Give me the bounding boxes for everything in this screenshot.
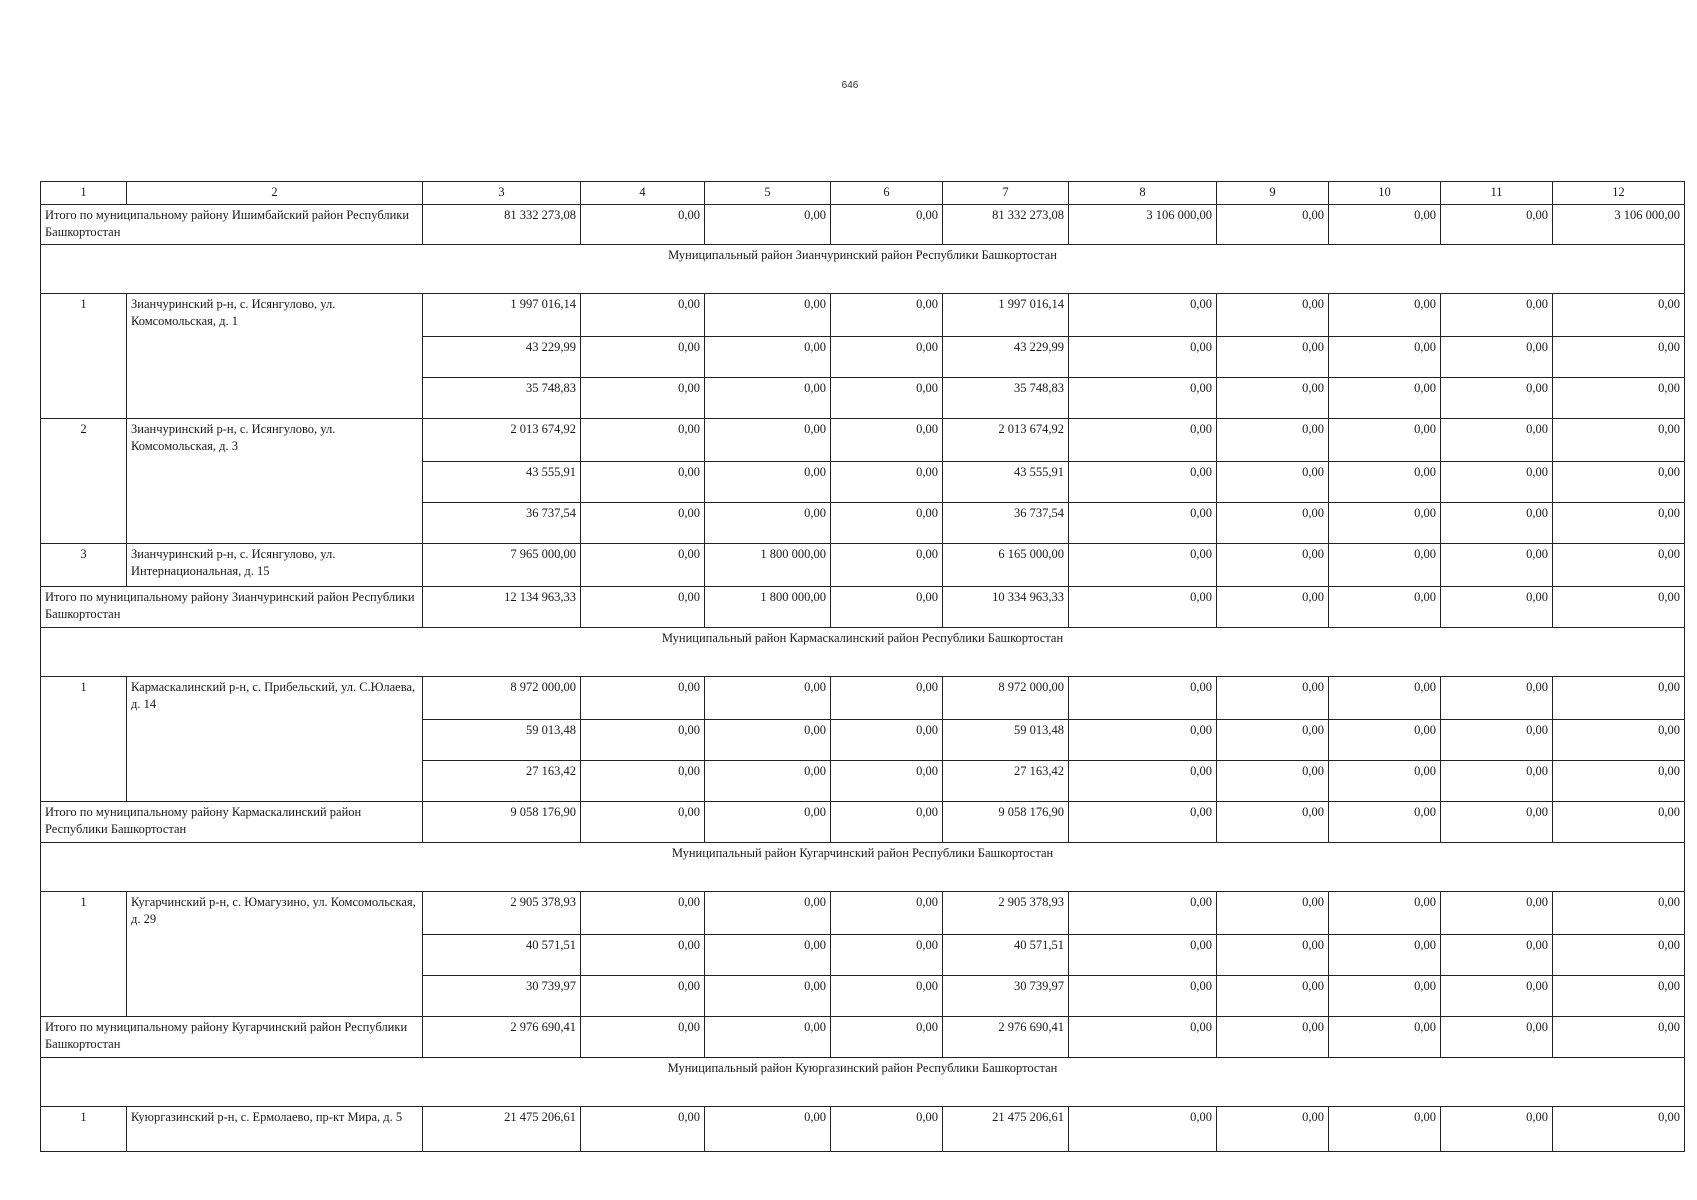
column-header: 5 — [705, 182, 831, 205]
value-cell: 0,00 — [1069, 1107, 1217, 1152]
value-cell: 0,00 — [1069, 462, 1217, 503]
item-address: Кугарчинский р-н, с. Юмагузино, ул. Комсомольская, д. 29 — [127, 892, 423, 1017]
value-cell: 0,00 — [705, 761, 831, 802]
value-cell: 0,00 — [1217, 419, 1329, 462]
item-address: Зианчуринский р-н, с. Исянгулово, ул. Интернациональная, д. 15 — [127, 544, 423, 587]
total-value: 0,00 — [1441, 1017, 1553, 1058]
table-row — [41, 419, 1685, 462]
value-cell: 0,00 — [1329, 720, 1441, 761]
total-label: Итого по муниципальному району Ишимбайский район Республики Башкортостан — [41, 205, 423, 245]
column-header: 8 — [1069, 182, 1217, 205]
total-value: 0,00 — [1069, 802, 1217, 843]
value-cell: 0,00 — [1069, 976, 1217, 1017]
value-cell: 0,00 — [1217, 462, 1329, 503]
value-cell: 0,00 — [831, 337, 943, 378]
column-header: 11 — [1441, 182, 1553, 205]
total-value: 0,00 — [581, 1017, 705, 1058]
total-value: 81 332 273,08 — [943, 205, 1069, 245]
value-cell: 0,00 — [1553, 892, 1685, 935]
item-number: 1 — [41, 1107, 127, 1152]
total-row — [41, 587, 1685, 628]
value-cell: 0,00 — [1069, 294, 1217, 337]
value-cell: 0,00 — [1329, 337, 1441, 378]
total-value: 0,00 — [1441, 802, 1553, 843]
value-cell: 0,00 — [705, 378, 831, 419]
value-cell: 0,00 — [581, 337, 705, 378]
value-cell: 0,00 — [1069, 935, 1217, 976]
value-cell: 0,00 — [581, 677, 705, 720]
value-cell: 0,00 — [1441, 935, 1553, 976]
table-body — [41, 182, 1685, 1152]
value-cell: 0,00 — [831, 761, 943, 802]
value-cell: 0,00 — [1553, 503, 1685, 544]
value-cell: 0,00 — [705, 503, 831, 544]
total-row — [41, 205, 1685, 245]
table-row — [41, 544, 1685, 587]
value-cell: 0,00 — [1329, 935, 1441, 976]
value-cell: 0,00 — [1217, 720, 1329, 761]
value-cell: 43 555,91 — [423, 462, 581, 503]
total-row — [41, 802, 1685, 843]
total-value: 0,00 — [1329, 1017, 1441, 1058]
value-cell: 43 229,99 — [423, 337, 581, 378]
value-cell: 36 737,54 — [423, 503, 581, 544]
table-row — [41, 1107, 1685, 1152]
value-cell: 0,00 — [581, 544, 705, 587]
value-cell: 0,00 — [831, 503, 943, 544]
total-label: Итого по муниципальному району Кугарчинский район Республики Башкортостан — [41, 1017, 423, 1058]
value-cell: 0,00 — [1217, 337, 1329, 378]
column-header: 10 — [1329, 182, 1441, 205]
value-cell: 0,00 — [831, 677, 943, 720]
total-value: 10 334 963,33 — [943, 587, 1069, 628]
value-cell: 0,00 — [1217, 677, 1329, 720]
value-cell: 0,00 — [1069, 337, 1217, 378]
total-value: 0,00 — [705, 802, 831, 843]
value-cell: 0,00 — [581, 294, 705, 337]
value-cell: 0,00 — [705, 892, 831, 935]
total-value: 0,00 — [1329, 205, 1441, 245]
value-cell: 0,00 — [1553, 935, 1685, 976]
value-cell: 0,00 — [1329, 677, 1441, 720]
total-value: 0,00 — [581, 205, 705, 245]
value-cell: 0,00 — [1441, 677, 1553, 720]
section-title: Муниципальный район Зианчуринский район Республики Башкортостан — [41, 245, 1685, 294]
value-cell: 0,00 — [1217, 294, 1329, 337]
value-cell: 0,00 — [1329, 761, 1441, 802]
value-cell: 30 739,97 — [943, 976, 1069, 1017]
total-value: 0,00 — [705, 205, 831, 245]
value-cell: 2 013 674,92 — [943, 419, 1069, 462]
value-cell: 2 905 378,93 — [943, 892, 1069, 935]
budget-table — [40, 181, 1685, 1152]
total-value: 0,00 — [1553, 802, 1685, 843]
value-cell: 0,00 — [1553, 544, 1685, 587]
total-value: 2 976 690,41 — [943, 1017, 1069, 1058]
total-row — [41, 1017, 1685, 1058]
value-cell: 0,00 — [831, 462, 943, 503]
section-title: Муниципальный район Куюргазинский район Республики Башкортостан — [41, 1058, 1685, 1107]
value-cell: 0,00 — [1329, 462, 1441, 503]
value-cell: 0,00 — [1217, 976, 1329, 1017]
value-cell: 0,00 — [581, 419, 705, 462]
column-header: 2 — [127, 182, 423, 205]
value-cell: 0,00 — [1217, 1107, 1329, 1152]
value-cell: 59 013,48 — [943, 720, 1069, 761]
value-cell: 0,00 — [1553, 419, 1685, 462]
value-cell: 43 229,99 — [943, 337, 1069, 378]
total-value: 0,00 — [1329, 802, 1441, 843]
value-cell: 21 475 206,61 — [943, 1107, 1069, 1152]
value-cell: 0,00 — [1069, 503, 1217, 544]
value-cell: 40 571,51 — [423, 935, 581, 976]
total-value: 1 800 000,00 — [705, 587, 831, 628]
value-cell: 0,00 — [831, 720, 943, 761]
value-cell: 1 800 000,00 — [705, 544, 831, 587]
total-value: 0,00 — [1217, 802, 1329, 843]
value-cell: 21 475 206,61 — [423, 1107, 581, 1152]
value-cell: 0,00 — [581, 892, 705, 935]
value-cell: 1 997 016,14 — [943, 294, 1069, 337]
value-cell: 0,00 — [1553, 378, 1685, 419]
column-header: 6 — [831, 182, 943, 205]
value-cell: 0,00 — [705, 677, 831, 720]
value-cell: 0,00 — [1329, 378, 1441, 419]
value-cell: 0,00 — [1441, 1107, 1553, 1152]
total-label: Итого по муниципальному району Зианчуринский район Республики Башкортостан — [41, 587, 423, 628]
value-cell: 0,00 — [831, 378, 943, 419]
column-header-row — [41, 182, 1685, 205]
total-value: 0,00 — [831, 1017, 943, 1058]
value-cell: 0,00 — [1553, 720, 1685, 761]
value-cell: 2 905 378,93 — [423, 892, 581, 935]
item-address: Зианчуринский р-н, с. Исянгулово, ул. Комсомольская, д. 3 — [127, 419, 423, 544]
item-address: Кармаскалинский р-н, с. Прибельский, ул. С.Юлаева, д. 14 — [127, 677, 423, 802]
value-cell: 0,00 — [1217, 544, 1329, 587]
total-value: 0,00 — [1217, 587, 1329, 628]
total-value: 0,00 — [831, 587, 943, 628]
item-address: Куюргазинский р-н, с. Ермолаево, пр-кт Мира, д. 5 — [127, 1107, 423, 1152]
value-cell: 0,00 — [1329, 976, 1441, 1017]
value-cell: 0,00 — [1329, 294, 1441, 337]
column-header: 3 — [423, 182, 581, 205]
value-cell: 0,00 — [581, 976, 705, 1017]
value-cell: 0,00 — [1069, 892, 1217, 935]
value-cell: 0,00 — [1329, 419, 1441, 462]
column-header: 7 — [943, 182, 1069, 205]
value-cell: 0,00 — [1329, 544, 1441, 587]
value-cell: 0,00 — [581, 935, 705, 976]
table-row — [41, 294, 1685, 337]
value-cell: 0,00 — [1069, 761, 1217, 802]
value-cell: 43 555,91 — [943, 462, 1069, 503]
total-value: 0,00 — [831, 802, 943, 843]
value-cell: 0,00 — [1553, 462, 1685, 503]
value-cell: 0,00 — [705, 462, 831, 503]
value-cell: 0,00 — [831, 419, 943, 462]
value-cell: 27 163,42 — [423, 761, 581, 802]
item-number: 1 — [41, 892, 127, 1017]
value-cell: 0,00 — [1217, 935, 1329, 976]
value-cell: 0,00 — [1217, 503, 1329, 544]
value-cell: 0,00 — [581, 378, 705, 419]
value-cell: 0,00 — [1069, 720, 1217, 761]
section-header-row — [41, 843, 1685, 892]
section-header-row — [41, 1058, 1685, 1107]
value-cell: 40 571,51 — [943, 935, 1069, 976]
value-cell: 0,00 — [705, 1107, 831, 1152]
column-header: 12 — [1553, 182, 1685, 205]
table-row — [41, 892, 1685, 935]
value-cell: 7 965 000,00 — [423, 544, 581, 587]
value-cell: 0,00 — [1553, 1107, 1685, 1152]
value-cell: 0,00 — [705, 419, 831, 462]
value-cell: 0,00 — [831, 892, 943, 935]
value-cell: 0,00 — [581, 761, 705, 802]
value-cell: 0,00 — [581, 462, 705, 503]
value-cell: 0,00 — [1441, 462, 1553, 503]
value-cell: 35 748,83 — [943, 378, 1069, 419]
value-cell: 0,00 — [831, 294, 943, 337]
total-value: 0,00 — [1069, 1017, 1217, 1058]
section-header-row — [41, 245, 1685, 294]
value-cell: 0,00 — [1441, 544, 1553, 587]
page-number: 646 — [841, 80, 859, 91]
total-value: 9 058 176,90 — [423, 802, 581, 843]
total-value: 0,00 — [1217, 1017, 1329, 1058]
total-value: 0,00 — [1553, 587, 1685, 628]
total-value: 0,00 — [1217, 205, 1329, 245]
value-cell: 0,00 — [831, 1107, 943, 1152]
total-value: 0,00 — [1441, 587, 1553, 628]
value-cell: 0,00 — [1441, 892, 1553, 935]
value-cell: 0,00 — [1329, 1107, 1441, 1152]
total-value: 3 106 000,00 — [1553, 205, 1685, 245]
value-cell: 0,00 — [1329, 892, 1441, 935]
value-cell: 8 972 000,00 — [943, 677, 1069, 720]
item-number: 3 — [41, 544, 127, 587]
value-cell: 0,00 — [705, 976, 831, 1017]
value-cell: 0,00 — [1553, 761, 1685, 802]
value-cell: 0,00 — [1441, 761, 1553, 802]
value-cell: 36 737,54 — [943, 503, 1069, 544]
value-cell: 0,00 — [1441, 503, 1553, 544]
value-cell: 0,00 — [581, 1107, 705, 1152]
section-header-row — [41, 628, 1685, 677]
item-number: 1 — [41, 294, 127, 419]
value-cell: 0,00 — [1441, 337, 1553, 378]
item-number: 2 — [41, 419, 127, 544]
value-cell: 0,00 — [1069, 544, 1217, 587]
value-cell: 0,00 — [705, 294, 831, 337]
value-cell: 27 163,42 — [943, 761, 1069, 802]
value-cell: 0,00 — [831, 935, 943, 976]
value-cell: 0,00 — [705, 337, 831, 378]
total-value: 2 976 690,41 — [423, 1017, 581, 1058]
value-cell: 0,00 — [581, 720, 705, 761]
column-header: 9 — [1217, 182, 1329, 205]
value-cell: 59 013,48 — [423, 720, 581, 761]
value-cell: 0,00 — [831, 544, 943, 587]
column-header: 1 — [41, 182, 127, 205]
total-value: 0,00 — [1329, 587, 1441, 628]
value-cell: 0,00 — [1217, 761, 1329, 802]
total-value: 0,00 — [581, 802, 705, 843]
total-value: 3 106 000,00 — [1069, 205, 1217, 245]
total-value: 0,00 — [831, 205, 943, 245]
value-cell: 8 972 000,00 — [423, 677, 581, 720]
total-value: 81 332 273,08 — [423, 205, 581, 245]
value-cell: 0,00 — [1069, 677, 1217, 720]
value-cell: 0,00 — [705, 720, 831, 761]
value-cell: 0,00 — [1069, 378, 1217, 419]
value-cell: 0,00 — [1329, 503, 1441, 544]
value-cell: 0,00 — [1441, 976, 1553, 1017]
value-cell: 30 739,97 — [423, 976, 581, 1017]
total-value: 0,00 — [581, 587, 705, 628]
value-cell: 2 013 674,92 — [423, 419, 581, 462]
table-row — [41, 677, 1685, 720]
section-title: Муниципальный район Кармаскалинский район Республики Башкортостан — [41, 628, 1685, 677]
value-cell: 0,00 — [1069, 419, 1217, 462]
value-cell: 1 997 016,14 — [423, 294, 581, 337]
value-cell: 0,00 — [1553, 294, 1685, 337]
item-number: 1 — [41, 677, 127, 802]
total-value: 9 058 176,90 — [943, 802, 1069, 843]
value-cell: 0,00 — [1553, 976, 1685, 1017]
value-cell: 0,00 — [831, 976, 943, 1017]
value-cell: 0,00 — [1441, 378, 1553, 419]
value-cell: 0,00 — [1441, 294, 1553, 337]
value-cell: 0,00 — [1553, 677, 1685, 720]
column-header: 4 — [581, 182, 705, 205]
total-value: 0,00 — [1441, 205, 1553, 245]
total-value: 0,00 — [705, 1017, 831, 1058]
value-cell: 0,00 — [1441, 419, 1553, 462]
total-label: Итого по муниципальному району Кармаскалинский район Республики Башкортостан — [41, 802, 423, 843]
value-cell: 0,00 — [1553, 337, 1685, 378]
section-title: Муниципальный район Кугарчинский район Республики Башкортостан — [41, 843, 1685, 892]
value-cell: 0,00 — [581, 503, 705, 544]
value-cell: 6 165 000,00 — [943, 544, 1069, 587]
value-cell: 0,00 — [1441, 720, 1553, 761]
value-cell: 0,00 — [1217, 378, 1329, 419]
total-value: 0,00 — [1069, 587, 1217, 628]
item-address: Зианчуринский р-н, с. Исянгулово, ул. Комсомольская, д. 1 — [127, 294, 423, 419]
value-cell: 0,00 — [1217, 892, 1329, 935]
total-value: 0,00 — [1553, 1017, 1685, 1058]
value-cell: 35 748,83 — [423, 378, 581, 419]
value-cell: 0,00 — [705, 935, 831, 976]
total-value: 12 134 963,33 — [423, 587, 581, 628]
